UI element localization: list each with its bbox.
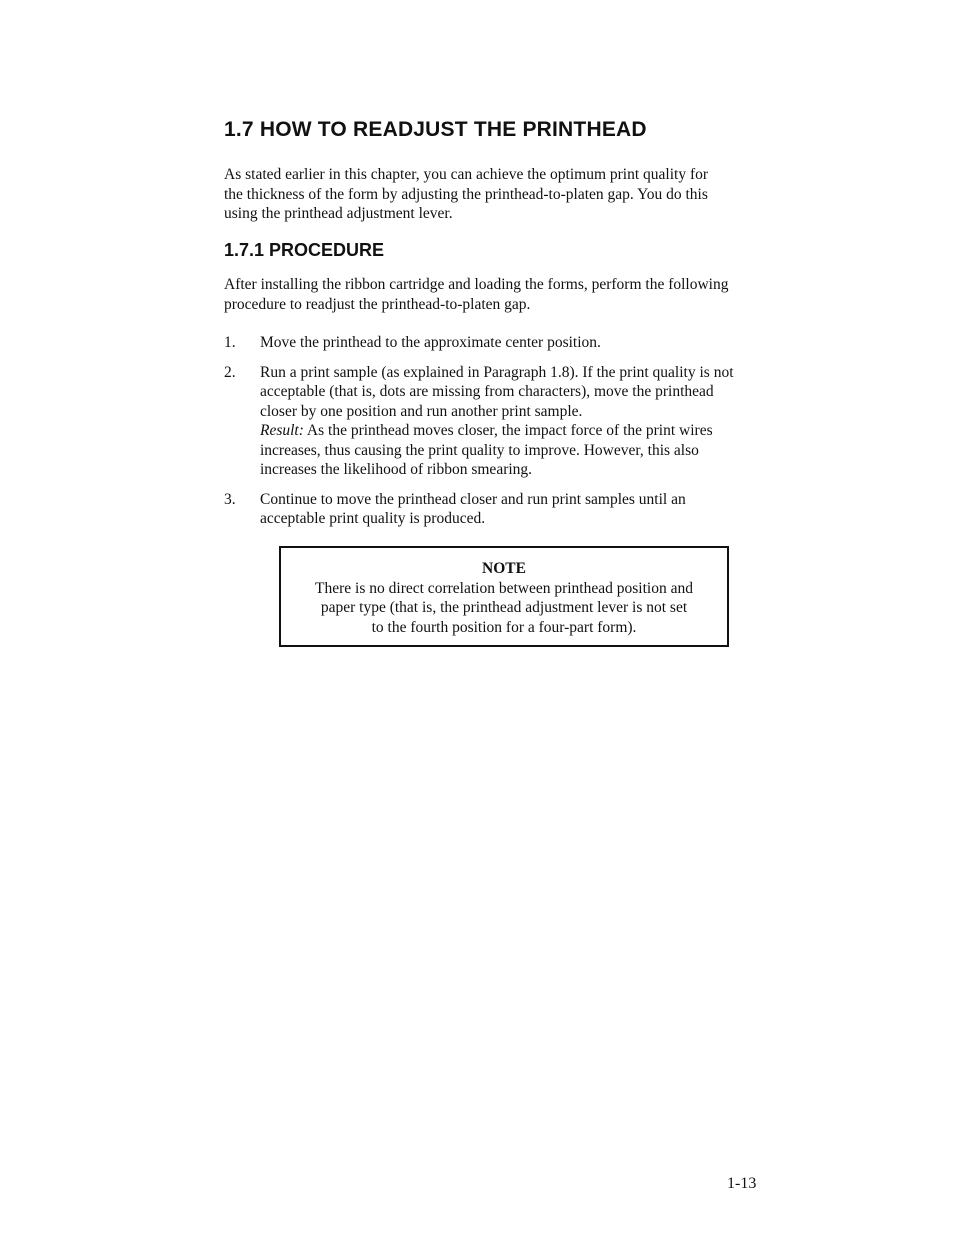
- paragraph-line: After installing the ribbon cartridge and loading the forms, perform the following: [224, 276, 729, 293]
- note-line: to the fourth position for a four-part form).: [371, 618, 637, 636]
- step-text: [260, 363, 804, 480]
- result-line: [260, 421, 804, 441]
- subsection-heading: 1.7.1 PROCEDURE: [224, 240, 385, 260]
- step-line: Run a print sample (as explained in Paragraph 1.8). If the print quality is not: [260, 363, 734, 381]
- paragraph-line: using the printhead adjustment lever.: [224, 205, 453, 222]
- result-label: Result:: [260, 422, 304, 439]
- note-line: There is no direct correlation between printhead position and: [315, 579, 693, 597]
- step-text: [260, 333, 804, 353]
- paragraph-line: the thickness of the form by adjusting the printhead-to-platen gap. You do this: [224, 185, 708, 203]
- procedure-step: [224, 333, 804, 353]
- paragraph-line: procedure to readjust the printhead-to-platen gap.: [224, 295, 531, 313]
- paragraph-line: As stated earlier in this chapter, you can achieve the optimum print quality for: [224, 166, 709, 183]
- result-text: As the printhead moves closer, the impact force of the print wires: [303, 422, 713, 439]
- procedure-step: [224, 363, 804, 480]
- section-intro-paragraph: [224, 165, 794, 224]
- step-text: [260, 490, 804, 529]
- procedure-step: [224, 490, 804, 529]
- step-line: Move the printhead to the approximate center position.: [260, 334, 601, 351]
- section-heading: 1.7 HOW TO READJUST THE PRINTHEAD: [224, 118, 647, 141]
- step-number: 1.: [224, 334, 236, 351]
- step-line: acceptable print quality is produced.: [260, 510, 486, 527]
- step-line: acceptable (that is, dots are missing from characters), move the printhead: [260, 383, 714, 400]
- step-number: 3.: [224, 490, 236, 508]
- page-number: 1-13: [727, 1175, 757, 1192]
- note-line: paper type (that is, the printhead adjustment lever is not set: [320, 599, 688, 616]
- procedure-steps-list: [224, 333, 804, 539]
- note-title: NOTE: [482, 560, 526, 577]
- step-line: increases the likelihood of ribbon smearing.: [260, 461, 533, 478]
- note-box: [279, 546, 729, 647]
- step-line: increases, thus causing the print quality to improve. However, this also: [260, 441, 699, 459]
- step-number: 2.: [224, 363, 236, 381]
- step-line: closer by one position and run another print sample.: [260, 402, 583, 420]
- subsection-intro-paragraph: [224, 275, 794, 314]
- note-body: [281, 579, 727, 638]
- step-line: Continue to move the printhead closer and run print samples until an: [260, 490, 686, 508]
